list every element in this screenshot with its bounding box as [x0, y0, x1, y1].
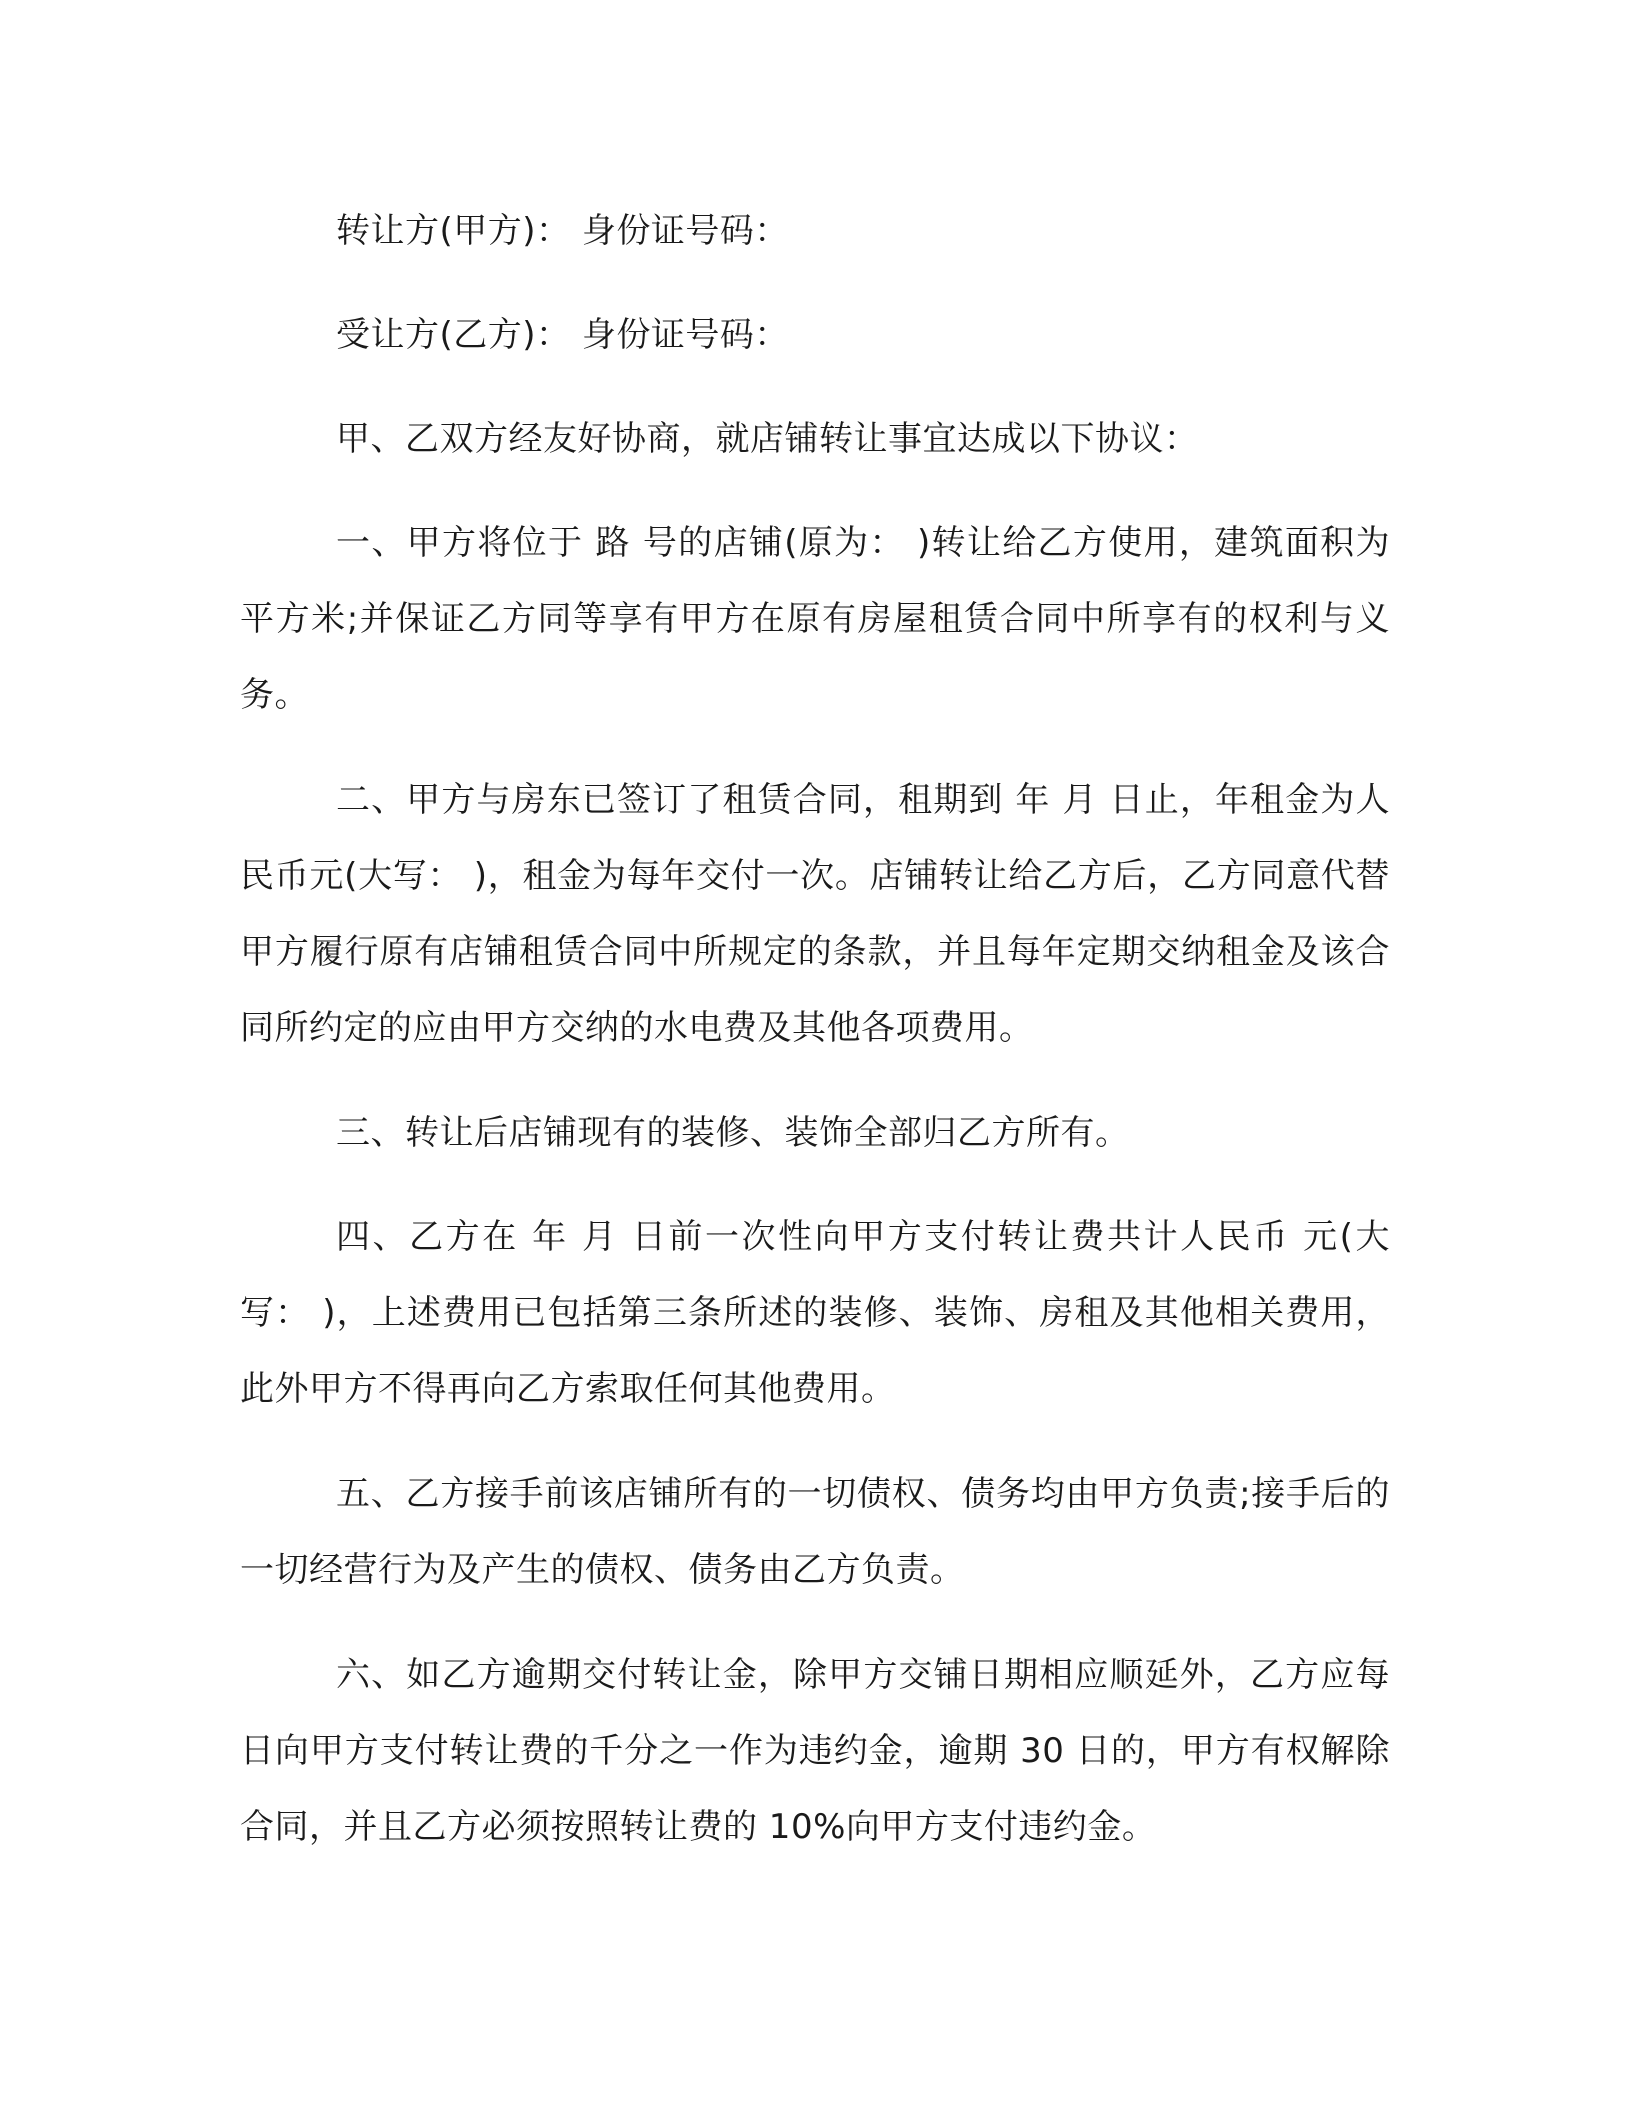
agreement-intro: 甲、乙双方经友好协商，就店铺转让事宜达成以下协议：: [336, 419, 1199, 459]
clause-2: 二、甲方与房东已签订了租赁合同，租期到 年 月 日止，年租金为人民币元(大写： )，租金为每年交付一次。店铺转让给乙方后，乙方同意代替甲方履行原有店铺租赁合同中所规定的条款，并且每年定期交纳租金及该合同所约定的应由甲方交纳的水电费及其他各项费用。: [240, 780, 1390, 1048]
transferor-line: 转让方(甲方)： 身份证号码：: [336, 211, 789, 251]
clause-5: 五、乙方接手前该店铺所有的一切债权、债务均由甲方负责;接手后的一切经营行为及产生的债权、债务由乙方负责。: [240, 1474, 1390, 1590]
clause-6: 六、如乙方逾期交付转让金，除甲方交铺日期相应顺延外，乙方应每日向甲方支付转让费的千分之一作为违约金，逾期 30 日的，甲方有权解除合同，并且乙方必须按照转让费的 10%向甲方支付违约金。: [240, 1655, 1390, 1847]
clause-3: 三、转让后店铺现有的装修、装饰全部归乙方所有。: [336, 1113, 1130, 1153]
document-body: [240, 193, 1390, 1894]
clause-1: 一、甲方将位于 路 号的店铺(原为： )转让给乙方使用，建筑面积为 平方米;并保证乙方同等享有甲方在原有房屋租赁合同中所享有的权利与义务。: [240, 523, 1390, 715]
clause-4: 四、乙方在 年 月 日前一次性向甲方支付转让费共计人民币 元(大写： )，上述费用已包括第三条所述的装修、装饰、房租及其他相关费用，此外甲方不得再向乙方索取任何其他费用。: [240, 1217, 1390, 1409]
transferee-line: 受让方(乙方)： 身份证号码：: [336, 315, 789, 355]
